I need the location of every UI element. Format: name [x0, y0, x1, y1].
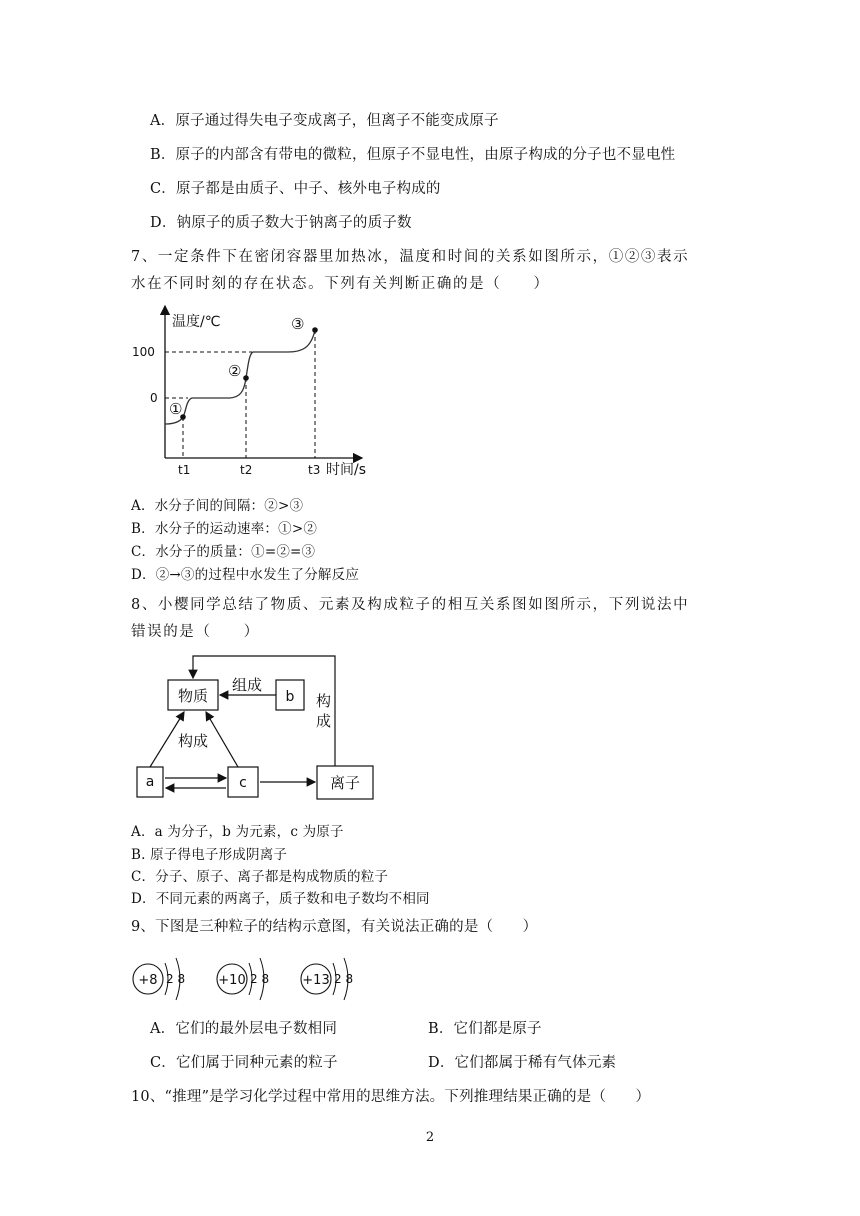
q7-option-c: C．水分子的质量：①=②=③	[131, 544, 316, 560]
q6-option-a: A．原子通过得失电子变成离子，但离子不能变成原子	[150, 113, 499, 129]
point-3	[312, 327, 318, 333]
particle-2	[217, 958, 269, 1000]
box-matter-text: 物质	[177, 687, 209, 705]
y-axis-label: 温度/℃	[172, 314, 221, 330]
q7-option-a: A．水分子间的间隔：②>③	[131, 498, 304, 514]
label-construct: 构成	[178, 732, 209, 750]
particle-3	[301, 958, 353, 1000]
q6-option-d: D．钠原子的质子数大于钠离子的质子数	[150, 215, 412, 231]
q8-option-a: A．a 为分子，b 为元素，c 为原子	[131, 824, 344, 840]
q8-option-c: C．分子、原子、离子都是构成物质的粒子	[131, 869, 389, 885]
q9-option-b: B．它们都是原子	[428, 1021, 542, 1037]
q7-stem-line1: 7、一定条件下在密闭容器里加热冰，温度和时间的关系如图所示，①②③表示	[131, 249, 690, 265]
label-compose: 组成	[232, 676, 263, 694]
svg-text:+10: +10	[218, 973, 246, 988]
box-ion-text: 离子	[329, 774, 361, 792]
point-2	[243, 375, 249, 381]
box-a-text: a	[145, 774, 155, 790]
svg-text:2 8: 2 8	[334, 972, 354, 986]
box-b-text: b	[285, 689, 295, 705]
q6-option-c: C．原子都是由质子、中子、核外电子构成的	[150, 181, 441, 197]
x-tick-t2: t2	[240, 463, 253, 477]
page-number: 2	[425, 1130, 435, 1145]
svg-text:+8: +8	[138, 973, 158, 988]
q9-option-a: A．它们的最外层电子数相同	[150, 1021, 338, 1037]
q10-stem: 10、“推理”是学习化学过程中常用的思维方法。下列推理结果正确的是（ ）	[131, 1089, 651, 1105]
q8-stem-line1: 8、小樱同学总结了物质、元素及构成粒子的相互关系图如图所示，下列说法中	[131, 597, 690, 613]
q8-relationship-diagram	[130, 650, 390, 810]
q7-option-b: B．水分子的运动速率：①>②	[131, 521, 318, 537]
x-axis-label: 时间/s	[326, 462, 367, 478]
q7-stem-line2: 水在不同时刻的存在状态。下列有关判断正确的是（ ）	[131, 276, 550, 292]
q8-option-b: B. 原子得电子形成阴离子	[131, 847, 288, 863]
q9-particle-diagrams	[128, 952, 368, 1006]
label-construct-vertical-2: 成	[316, 712, 332, 730]
q7-temperature-time-graph	[130, 296, 390, 486]
q8-stem-line2: 错误的是（ ）	[131, 624, 260, 640]
y-tick-0: 0	[150, 391, 158, 405]
point-2-label: ②	[228, 362, 242, 380]
x-tick-t1: t1	[178, 463, 191, 477]
box-c-text: c	[239, 775, 247, 791]
q6-option-b: B．原子的内部含有带电的微粒，但原子不显电性，由原子构成的分子也不显电性	[150, 147, 676, 163]
y-tick-100: 100	[132, 345, 155, 359]
q9-option-d: D．它们都属于稀有气体元素	[428, 1055, 617, 1071]
point-1-label: ①	[169, 400, 183, 418]
q7-option-d: D．②→③的过程中水发生了分解反应	[131, 567, 360, 583]
q8-option-d: D．不同元素的两离子，质子数和电子数均不相同	[131, 891, 430, 907]
svg-text:+13: +13	[302, 973, 330, 988]
q9-stem: 9、下图是三种粒子的结构示意图，有关说法正确的是（ ）	[131, 919, 538, 935]
x-tick-t3: t3	[308, 463, 321, 477]
particle-1	[133, 958, 185, 1000]
point-3-label: ③	[291, 315, 305, 333]
label-construct-vertical-1: 构	[316, 692, 332, 710]
svg-text:2 8: 2 8	[166, 972, 186, 986]
q9-option-c: C．它们属于同种元素的粒子	[150, 1055, 338, 1071]
svg-text:2 8: 2 8	[250, 972, 270, 986]
